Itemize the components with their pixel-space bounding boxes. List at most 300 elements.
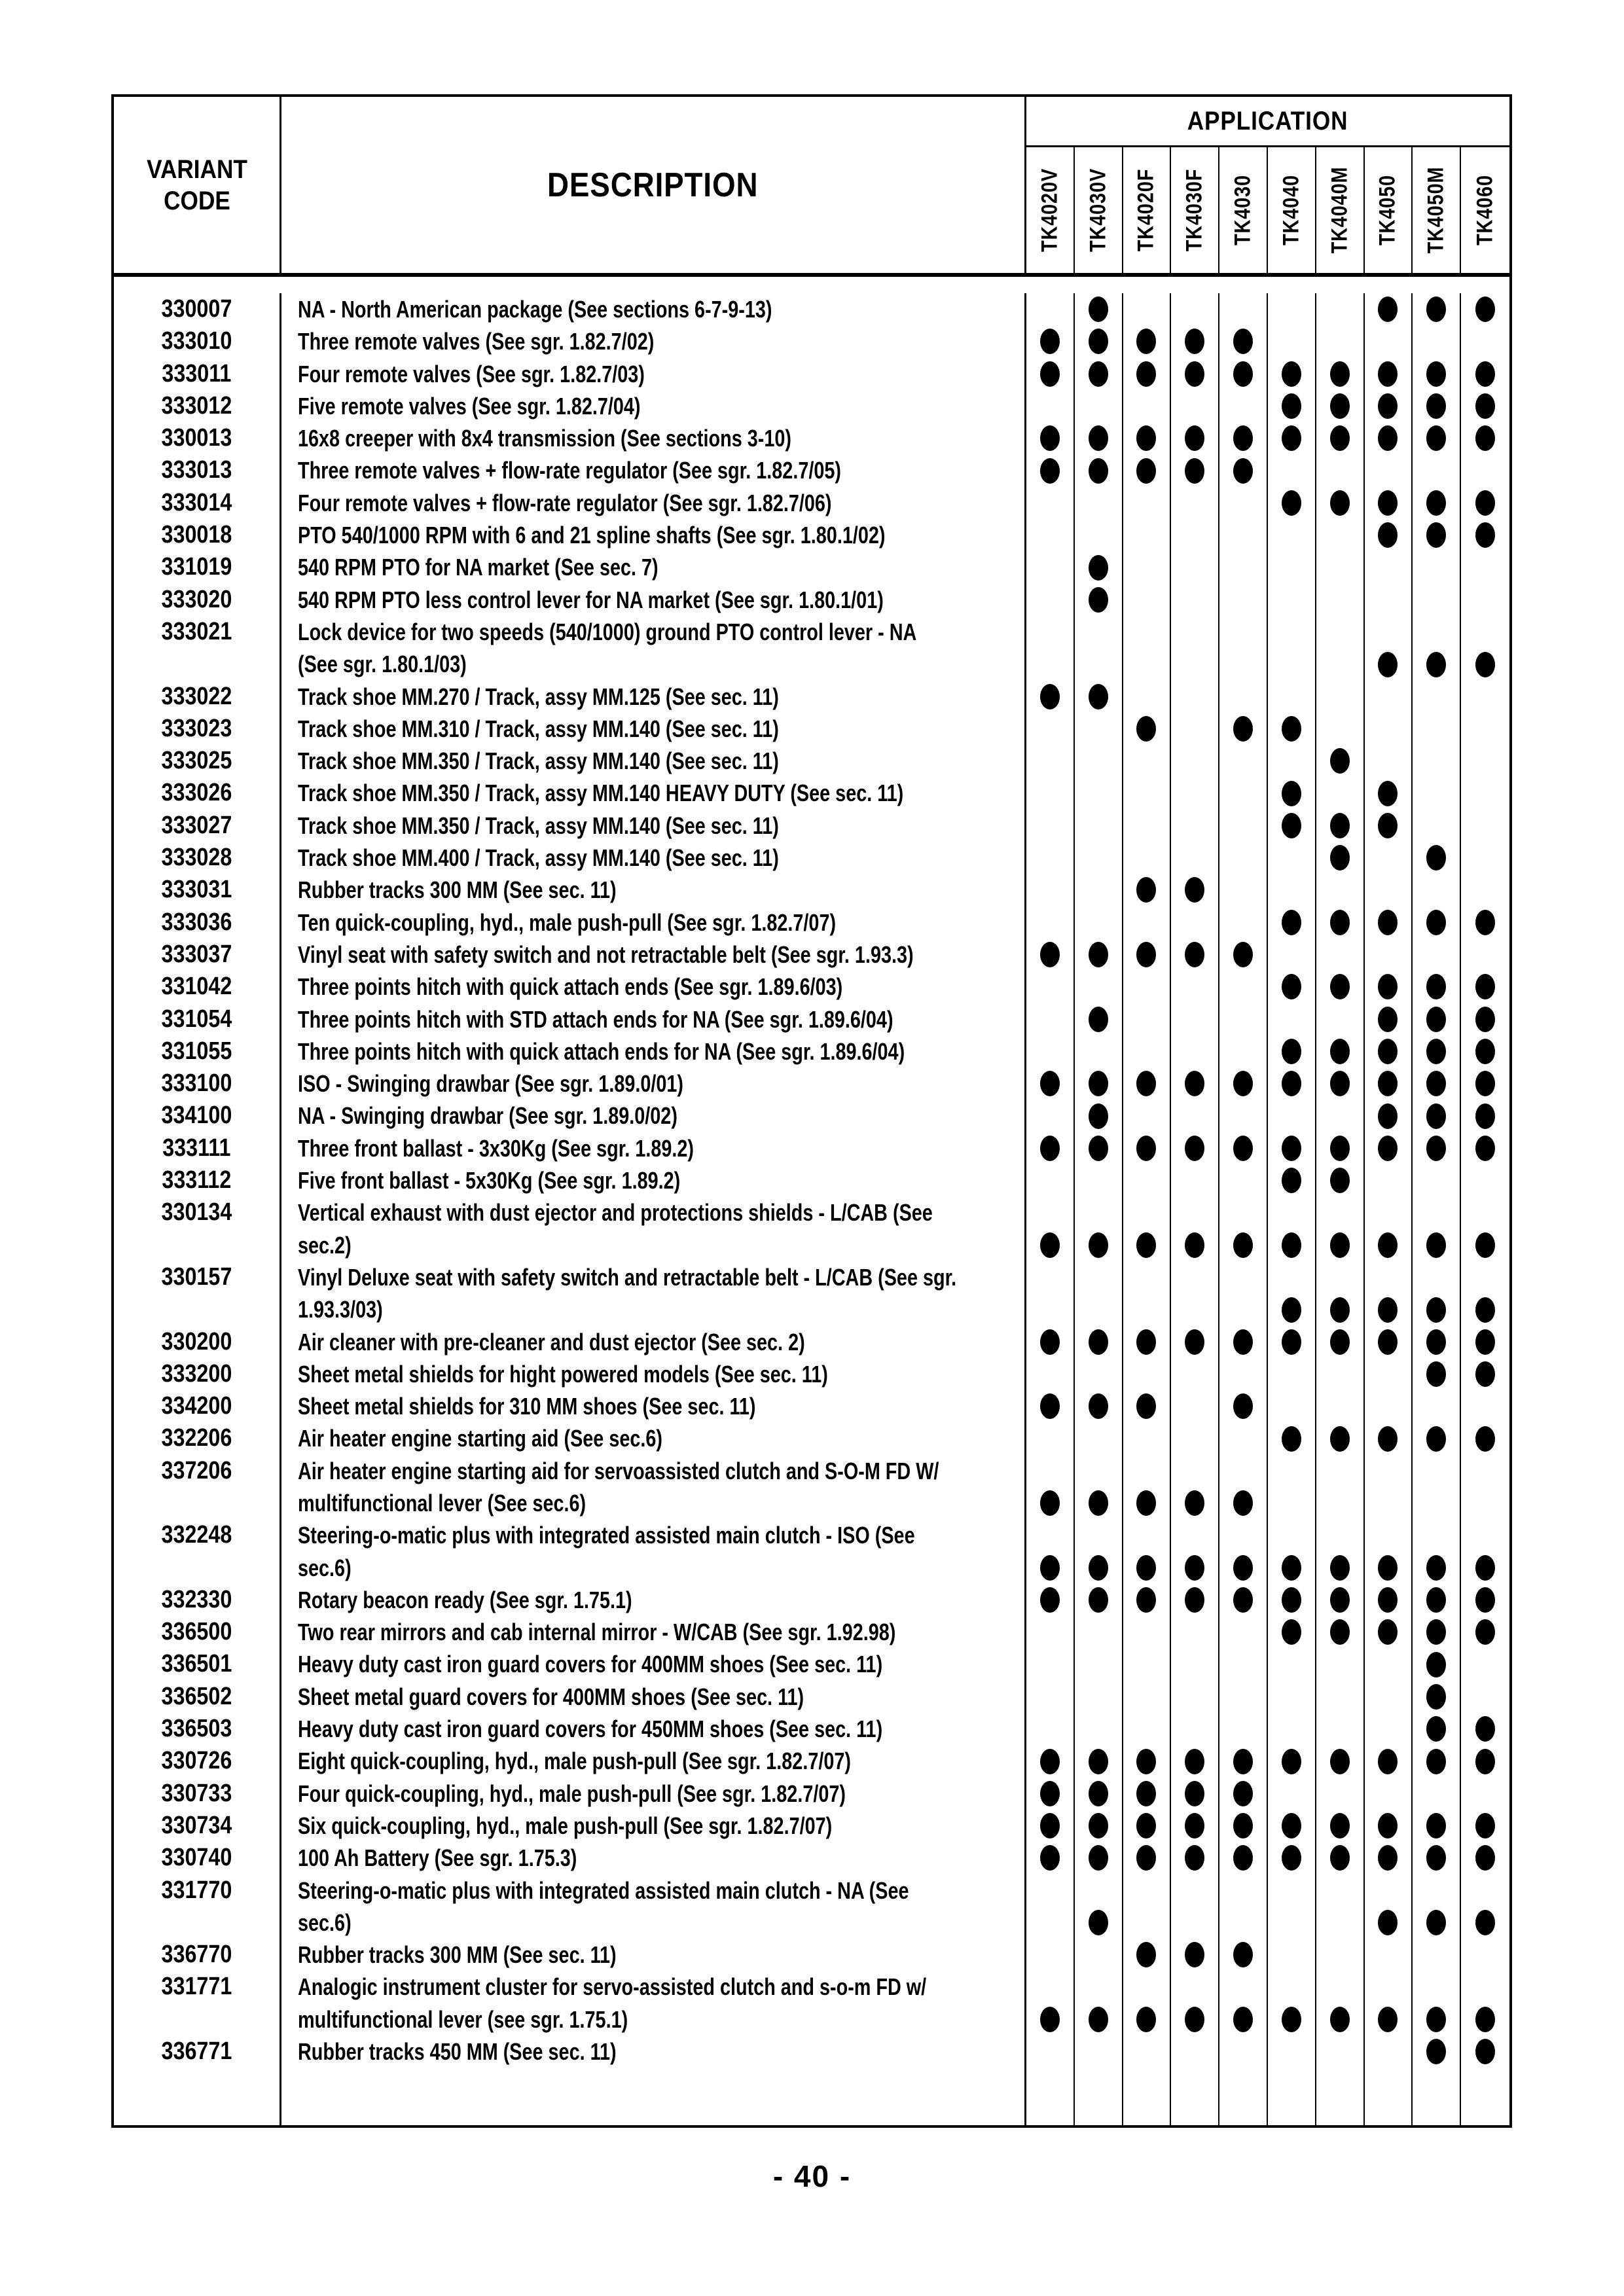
application-cell-tk4050m bbox=[1413, 2036, 1461, 2068]
applicability-dot bbox=[1185, 458, 1204, 484]
application-cell-tk4020f bbox=[1123, 1003, 1172, 1035]
application-cell-tk4030v bbox=[1075, 422, 1123, 454]
application-cell-tk4040 bbox=[1268, 390, 1316, 422]
application-cell-tk4020f bbox=[1123, 1261, 1172, 1326]
applicability-dot bbox=[1136, 1490, 1156, 1516]
application-cell-tk4030v bbox=[1075, 1164, 1123, 1196]
application-cell-tk4020v bbox=[1026, 1261, 1075, 1326]
applicability-dot bbox=[1475, 1555, 1495, 1581]
application-cell-tk4040 bbox=[1268, 325, 1316, 357]
application-cell-tk4020v bbox=[1026, 1939, 1075, 1971]
application-cell-tk4050 bbox=[1365, 551, 1413, 583]
application-cell-tk4040 bbox=[1268, 551, 1316, 583]
application-cell-tk4030f bbox=[1171, 1584, 1219, 1616]
description-line: 100 Ah Battery (See sgr. 1.75.3) bbox=[298, 1844, 577, 1872]
description-line: Lock device for two speeds (540/1000) ground PTO control lever - NA bbox=[298, 618, 917, 645]
application-cell-tk4040m bbox=[1316, 842, 1365, 874]
variant-code-value: 336500 bbox=[161, 1618, 232, 1646]
application-cell-tk4060 bbox=[1461, 1422, 1509, 1454]
applicability-dot bbox=[1233, 1071, 1253, 1096]
description-cell bbox=[281, 1003, 1026, 1035]
application-cell-tk4040 bbox=[1268, 713, 1316, 745]
applicability-dot bbox=[1426, 1426, 1446, 1452]
application-cell-tk4050m bbox=[1413, 293, 1461, 325]
application-cell-tk4050m bbox=[1413, 1326, 1461, 1358]
variant-code-cell bbox=[114, 745, 281, 777]
model-column-label: TK4050M bbox=[1423, 166, 1449, 254]
application-cell-tk4050 bbox=[1365, 325, 1413, 357]
variant-code-value: 330733 bbox=[161, 1779, 232, 1807]
application-cell-tk4050 bbox=[1365, 1713, 1413, 1745]
application-cell-tk4020f bbox=[1123, 325, 1172, 357]
application-cell-tk4030 bbox=[1219, 390, 1268, 422]
applicability-dot bbox=[1475, 1297, 1495, 1323]
application-cell-tk4020f bbox=[1123, 1584, 1172, 1616]
variant-code-value: 333012 bbox=[161, 391, 232, 420]
applicability-dot bbox=[1136, 716, 1156, 742]
applicability-dot bbox=[1426, 425, 1446, 451]
table-row bbox=[114, 810, 1509, 842]
applicability-dot bbox=[1330, 1845, 1350, 1871]
applicability-dot bbox=[1089, 1071, 1108, 1096]
applicability-dot bbox=[1378, 425, 1398, 451]
applicability-dot bbox=[1426, 652, 1446, 677]
application-cell-tk4050m bbox=[1413, 810, 1461, 842]
applicability-dot bbox=[1475, 522, 1495, 548]
application-cell-tk4030 bbox=[1219, 616, 1268, 681]
application-cell-tk4050 bbox=[1365, 2036, 1413, 2068]
application-cell-tk4030v bbox=[1075, 390, 1123, 422]
application-cell-tk4040m bbox=[1316, 487, 1365, 519]
variant-code-cell bbox=[114, 777, 281, 809]
applicability-dot bbox=[1330, 1071, 1350, 1096]
application-cell-tk4050 bbox=[1365, 1164, 1413, 1196]
application-cell-tk4050m bbox=[1413, 939, 1461, 971]
application-cell-tk4040m bbox=[1316, 1164, 1365, 1196]
table-row bbox=[114, 1778, 1509, 1810]
description-cell bbox=[281, 1713, 1026, 1745]
variant-code-cell bbox=[114, 293, 281, 325]
description-header-label: DESCRIPTION bbox=[547, 166, 759, 204]
variant-code-value: 336502 bbox=[161, 1682, 232, 1710]
application-cell-tk4040m bbox=[1316, 1971, 1365, 2036]
applicability-dot bbox=[1136, 1232, 1156, 1258]
application-cell-tk4030v bbox=[1075, 358, 1123, 390]
application-cell-tk4020f bbox=[1123, 390, 1172, 422]
application-cell-tk4020v bbox=[1026, 1422, 1075, 1454]
application-cell-tk4040m bbox=[1316, 1455, 1365, 1520]
applicability-dot bbox=[1089, 1490, 1108, 1516]
application-cell-tk4060 bbox=[1461, 1939, 1509, 1971]
applicability-dot bbox=[1282, 1297, 1301, 1323]
application-cell-tk4050 bbox=[1365, 1455, 1413, 1520]
description-line: Steering-o-matic plus with integrated assisted main clutch - ISO (See bbox=[298, 1522, 915, 1549]
applicability-dot bbox=[1089, 1749, 1108, 1774]
application-cell-tk4060 bbox=[1461, 1100, 1509, 1132]
description-line: Three points hitch with quick attach ends (See sgr. 1.89.6/03) bbox=[298, 973, 843, 1001]
table-filler-row bbox=[114, 2068, 1509, 2125]
application-cell-tk4030v bbox=[1075, 1100, 1123, 1132]
applicability-dot bbox=[1426, 296, 1446, 322]
application-cell-tk4020v bbox=[1026, 1519, 1075, 1584]
application-cell-tk4020f bbox=[1123, 971, 1172, 1003]
description-cell bbox=[281, 681, 1026, 713]
application-cell-tk4040m bbox=[1316, 390, 1365, 422]
description-line: Air heater engine starting aid (See sec.6) bbox=[298, 1425, 662, 1452]
application-cell-tk4030 bbox=[1219, 810, 1268, 842]
application-cell-tk4040 bbox=[1268, 487, 1316, 519]
applicability-dot bbox=[1426, 2039, 1446, 2064]
table-row bbox=[114, 1261, 1509, 1326]
application-cell-tk4030f bbox=[1171, 358, 1219, 390]
table-row bbox=[114, 1681, 1509, 1713]
applicability-dot bbox=[1475, 2007, 1495, 2032]
applicability-dot bbox=[1040, 684, 1060, 709]
application-cell-tk4020v bbox=[1026, 584, 1075, 616]
application-header-cell bbox=[1026, 97, 1509, 273]
application-cell-tk4030 bbox=[1219, 1939, 1268, 1971]
table-row bbox=[114, 1100, 1509, 1132]
application-cell-tk4040m bbox=[1316, 1778, 1365, 1810]
variant-code-value: 333013 bbox=[161, 456, 232, 484]
variant-code-cell bbox=[114, 454, 281, 486]
application-cell-tk4020f bbox=[1123, 874, 1172, 906]
description-cell bbox=[281, 1939, 1026, 1971]
application-cell-tk4030 bbox=[1219, 1874, 1268, 1939]
applicability-dot bbox=[1378, 296, 1398, 322]
model-column-label: TK4060 bbox=[1472, 175, 1498, 245]
application-cell-tk4040m bbox=[1316, 358, 1365, 390]
variant-code-cell bbox=[114, 1874, 281, 1939]
application-cell-tk4040 bbox=[1268, 1003, 1316, 1035]
application-cell-tk4030 bbox=[1219, 551, 1268, 583]
application-cell-tk4050 bbox=[1365, 939, 1413, 971]
application-cell-tk4060 bbox=[1461, 422, 1509, 454]
description-line: PTO 540/1000 RPM with 6 and 21 spline shafts (See sgr. 1.80.1/02) bbox=[298, 522, 886, 549]
application-cell-tk4050m bbox=[1413, 681, 1461, 713]
application-cell-tk4060 bbox=[1461, 1778, 1509, 1810]
application-cell-tk4040 bbox=[1268, 1939, 1316, 1971]
variant-code-value: 333037 bbox=[161, 940, 232, 968]
applicability-dot bbox=[1378, 1845, 1398, 1871]
variant-code-cell bbox=[114, 1358, 281, 1390]
filler-cell bbox=[1123, 2068, 1172, 2125]
variant-code-cell bbox=[114, 1003, 281, 1035]
application-cell-tk4030 bbox=[1219, 1778, 1268, 1810]
application-cell-tk4020f bbox=[1123, 616, 1172, 681]
applicability-dot bbox=[1378, 1007, 1398, 1032]
applicability-dot bbox=[1136, 1136, 1156, 1161]
description-cell bbox=[281, 422, 1026, 454]
application-cell-tk4040m bbox=[1316, 874, 1365, 906]
applicability-dot bbox=[1475, 1910, 1495, 1935]
application-cell-tk4050m bbox=[1413, 1358, 1461, 1390]
variant-code-value: 336771 bbox=[161, 2037, 232, 2066]
variant-code-cell bbox=[114, 551, 281, 583]
applicability-dot bbox=[1330, 1587, 1350, 1613]
application-cell-tk4050 bbox=[1365, 745, 1413, 777]
application-cell-tk4030f bbox=[1171, 1164, 1219, 1196]
applicability-dot bbox=[1426, 2007, 1446, 2032]
model-column-tk4040m bbox=[1316, 147, 1365, 273]
table-row bbox=[114, 293, 1509, 325]
filler-cell bbox=[1461, 2068, 1509, 2125]
table-header bbox=[114, 97, 1509, 277]
description-line: (See sgr. 1.80.1/03) bbox=[298, 651, 467, 678]
description-cell bbox=[281, 1584, 1026, 1616]
application-cell-tk4030v bbox=[1075, 906, 1123, 939]
application-cell-tk4030f bbox=[1171, 1616, 1219, 1648]
applicability-dot bbox=[1330, 1749, 1350, 1774]
applicability-dot bbox=[1426, 1555, 1446, 1581]
description-cell bbox=[281, 1616, 1026, 1648]
variant-code-value: 333100 bbox=[161, 1069, 232, 1098]
application-cell-tk4050 bbox=[1365, 906, 1413, 939]
description-cell bbox=[281, 1648, 1026, 1680]
description-cell bbox=[281, 551, 1026, 583]
application-cell-tk4040m bbox=[1316, 1681, 1365, 1713]
description-cell bbox=[281, 487, 1026, 519]
applicability-dot bbox=[1378, 361, 1398, 387]
applicability-dot bbox=[1089, 2007, 1108, 2032]
variant-code-cell bbox=[114, 1326, 281, 1358]
application-cell-tk4040 bbox=[1268, 1810, 1316, 1842]
application-cell-tk4020v bbox=[1026, 487, 1075, 519]
description-cell bbox=[281, 1971, 1026, 2036]
table-row bbox=[114, 971, 1509, 1003]
application-cell-tk4060 bbox=[1461, 1616, 1509, 1648]
application-cell-tk4060 bbox=[1461, 810, 1509, 842]
model-column-label: TK4030 bbox=[1230, 175, 1255, 245]
application-cell-tk4020f bbox=[1123, 1874, 1172, 1939]
application-cell-tk4040m bbox=[1316, 1422, 1365, 1454]
table-row bbox=[114, 1326, 1509, 1358]
application-cell-tk4040 bbox=[1268, 454, 1316, 486]
application-cell-tk4030v bbox=[1075, 1842, 1123, 1874]
application-cell-tk4050m bbox=[1413, 325, 1461, 357]
applicability-dot bbox=[1185, 329, 1204, 354]
variant-code-cell bbox=[114, 519, 281, 551]
application-cell-tk4020v bbox=[1026, 616, 1075, 681]
applicability-dot bbox=[1233, 1781, 1253, 1806]
application-cell-tk4050m bbox=[1413, 874, 1461, 906]
application-cell-tk4030f bbox=[1171, 487, 1219, 519]
applicability-dot bbox=[1136, 1329, 1156, 1355]
application-cell-tk4030 bbox=[1219, 745, 1268, 777]
description-cell bbox=[281, 810, 1026, 842]
applicability-dot bbox=[1089, 458, 1108, 484]
application-cell-tk4030 bbox=[1219, 1261, 1268, 1326]
applicability-dot bbox=[1282, 1845, 1301, 1871]
variant-code-cell bbox=[114, 487, 281, 519]
application-cell-tk4040 bbox=[1268, 358, 1316, 390]
application-cell-tk4020v bbox=[1026, 1164, 1075, 1196]
application-cell-tk4060 bbox=[1461, 519, 1509, 551]
description-line: Air heater engine starting aid for servoassisted clutch and S-O-M FD W/ bbox=[298, 1457, 939, 1484]
description-line: Five front ballast - 5x30Kg (See sgr. 1.89.2) bbox=[298, 1167, 681, 1194]
application-cell-tk4050m bbox=[1413, 390, 1461, 422]
application-cell-tk4020v bbox=[1026, 906, 1075, 939]
applicability-dot bbox=[1185, 1071, 1204, 1096]
application-cell-tk4020f bbox=[1123, 1067, 1172, 1100]
application-cell-tk4030v bbox=[1075, 1778, 1123, 1810]
application-cell-tk4040 bbox=[1268, 1455, 1316, 1520]
description-line: ISO - Swinging drawbar (See sgr. 1.89.0/01) bbox=[298, 1070, 683, 1098]
application-cell-tk4060 bbox=[1461, 713, 1509, 745]
application-cell-tk4040m bbox=[1316, 1616, 1365, 1648]
description-cell bbox=[281, 1874, 1026, 1939]
description-line: Six quick-coupling, hyd., male push-pull (See sgr. 1.82.7/07) bbox=[298, 1812, 833, 1839]
application-cell-tk4020v bbox=[1026, 1842, 1075, 1874]
applicability-dot bbox=[1040, 2007, 1060, 2032]
variant-code-cell bbox=[114, 584, 281, 616]
application-cell-tk4040 bbox=[1268, 874, 1316, 906]
application-cell-tk4030f bbox=[1171, 1035, 1219, 1067]
application-cell-tk4050m bbox=[1413, 1196, 1461, 1261]
application-cell-tk4030f bbox=[1171, 551, 1219, 583]
description-line: Track shoe MM.310 / Track, assy MM.140 (See sec. 11) bbox=[298, 715, 779, 742]
application-cell-tk4030v bbox=[1075, 1810, 1123, 1842]
applicability-dot bbox=[1330, 1426, 1350, 1452]
application-cell-tk4050m bbox=[1413, 1584, 1461, 1616]
applicability-dot bbox=[1475, 1361, 1495, 1387]
table-row bbox=[114, 1874, 1509, 1939]
description-cell bbox=[281, 1035, 1026, 1067]
application-cell-tk4030v bbox=[1075, 1003, 1123, 1035]
description-line: Vertical exhaust with dust ejector and protections shields - L/CAB (See bbox=[298, 1199, 933, 1227]
application-cell-tk4040 bbox=[1268, 2036, 1316, 2068]
application-cell-tk4030f bbox=[1171, 1874, 1219, 1939]
applicability-dot bbox=[1475, 1007, 1495, 1032]
applicability-dot bbox=[1040, 1749, 1060, 1774]
applicability-dot bbox=[1282, 1587, 1301, 1613]
applicability-dot bbox=[1089, 1232, 1108, 1258]
applicability-dot bbox=[1040, 1490, 1060, 1516]
application-cell-tk4020v bbox=[1026, 1196, 1075, 1261]
application-cell-tk4040m bbox=[1316, 422, 1365, 454]
application-cell-tk4020v bbox=[1026, 454, 1075, 486]
model-column-tk4020v bbox=[1026, 147, 1075, 273]
applicability-dot bbox=[1426, 1749, 1446, 1774]
variant-code-value: 331055 bbox=[161, 1037, 232, 1065]
applicability-dot bbox=[1282, 2007, 1301, 2032]
applicability-dot bbox=[1475, 910, 1495, 935]
application-cell-tk4030f bbox=[1171, 874, 1219, 906]
application-cell-tk4030v bbox=[1075, 519, 1123, 551]
applicability-dot bbox=[1330, 1619, 1350, 1645]
application-cell-tk4020v bbox=[1026, 1067, 1075, 1100]
application-cell-tk4030 bbox=[1219, 584, 1268, 616]
application-cell-tk4040m bbox=[1316, 939, 1365, 971]
applicability-dot bbox=[1378, 1329, 1398, 1355]
application-cell-tk4050m bbox=[1413, 971, 1461, 1003]
application-cell-tk4060 bbox=[1461, 325, 1509, 357]
description-header-cell bbox=[281, 97, 1026, 273]
applicability-dot bbox=[1089, 1781, 1108, 1806]
application-cell-tk4040 bbox=[1268, 810, 1316, 842]
description-line: multifunctional lever (See sec.6) bbox=[298, 1489, 586, 1516]
applicability-dot bbox=[1136, 1813, 1156, 1839]
application-cell-tk4040 bbox=[1268, 939, 1316, 971]
application-cell-tk4040m bbox=[1316, 810, 1365, 842]
application-cell-tk4060 bbox=[1461, 390, 1509, 422]
applicability-dot bbox=[1426, 1071, 1446, 1096]
description-cell bbox=[281, 1132, 1026, 1164]
application-cell-tk4050 bbox=[1365, 1422, 1413, 1454]
application-cell-tk4050m bbox=[1413, 1971, 1461, 2036]
description-cell bbox=[281, 1422, 1026, 1454]
variant-code-value: 333010 bbox=[161, 327, 232, 355]
description-cell bbox=[281, 1196, 1026, 1261]
application-cell-tk4040m bbox=[1316, 325, 1365, 357]
application-cell-tk4050 bbox=[1365, 1261, 1413, 1326]
application-cell-tk4030f bbox=[1171, 1100, 1219, 1132]
applicability-dot bbox=[1426, 845, 1446, 870]
table-row bbox=[114, 487, 1509, 519]
application-cell-tk4050m bbox=[1413, 1164, 1461, 1196]
application-cell-tk4020v bbox=[1026, 1132, 1075, 1164]
application-cell-tk4040m bbox=[1316, 616, 1365, 681]
application-cell-tk4050 bbox=[1365, 1196, 1413, 1261]
applicability-dot bbox=[1089, 555, 1108, 581]
application-cell-tk4060 bbox=[1461, 1584, 1509, 1616]
application-cell-tk4060 bbox=[1461, 1971, 1509, 2036]
applicability-dot bbox=[1378, 974, 1398, 999]
application-cell-tk4020v bbox=[1026, 390, 1075, 422]
table-row bbox=[114, 390, 1509, 422]
applicability-dot bbox=[1040, 1587, 1060, 1613]
variant-code-value: 336503 bbox=[161, 1715, 232, 1743]
applicability-dot bbox=[1378, 1426, 1398, 1452]
application-cell-tk4020f bbox=[1123, 1422, 1172, 1454]
application-cell-tk4040m bbox=[1316, 1584, 1365, 1616]
application-cell-tk4030v bbox=[1075, 1584, 1123, 1616]
applicability-dot bbox=[1185, 1813, 1204, 1839]
application-cell-tk4020f bbox=[1123, 519, 1172, 551]
application-cell-tk4060 bbox=[1461, 293, 1509, 325]
application-cell-tk4060 bbox=[1461, 551, 1509, 583]
variant-code-cell bbox=[114, 1455, 281, 1520]
applicability-dot bbox=[1136, 1749, 1156, 1774]
application-cell-tk4040 bbox=[1268, 1842, 1316, 1874]
filler-cell bbox=[1171, 2068, 1219, 2125]
application-cell-tk4030v bbox=[1075, 1261, 1123, 1326]
application-cell-tk4060 bbox=[1461, 1390, 1509, 1422]
description-cell bbox=[281, 1810, 1026, 1842]
application-cell-tk4020v bbox=[1026, 358, 1075, 390]
application-cell-tk4050m bbox=[1413, 487, 1461, 519]
variant-code-value: 333022 bbox=[161, 682, 232, 710]
variant-code-header-label: VARIANT CODE bbox=[146, 154, 247, 215]
application-cell-tk4030f bbox=[1171, 1358, 1219, 1390]
description-cell bbox=[281, 1842, 1026, 1874]
variant-code-value: 333025 bbox=[161, 747, 232, 775]
applicability-dot bbox=[1426, 1910, 1446, 1935]
application-cell-tk4030f bbox=[1171, 2036, 1219, 2068]
applicability-dot bbox=[1185, 361, 1204, 387]
applicability-dot bbox=[1040, 458, 1060, 484]
application-cell-tk4040 bbox=[1268, 1132, 1316, 1164]
application-cell-tk4040 bbox=[1268, 1648, 1316, 1680]
applicability-dot bbox=[1233, 2007, 1253, 2032]
model-column-label: TK4020V bbox=[1037, 168, 1062, 253]
applicability-dot bbox=[1185, 942, 1204, 967]
application-cell-tk4050 bbox=[1365, 1067, 1413, 1100]
variant-code-value: 336501 bbox=[161, 1650, 232, 1678]
application-header-label: APPLICATION bbox=[1187, 106, 1348, 135]
applicability-dot bbox=[1233, 1845, 1253, 1871]
application-cell-tk4050m bbox=[1413, 1519, 1461, 1584]
